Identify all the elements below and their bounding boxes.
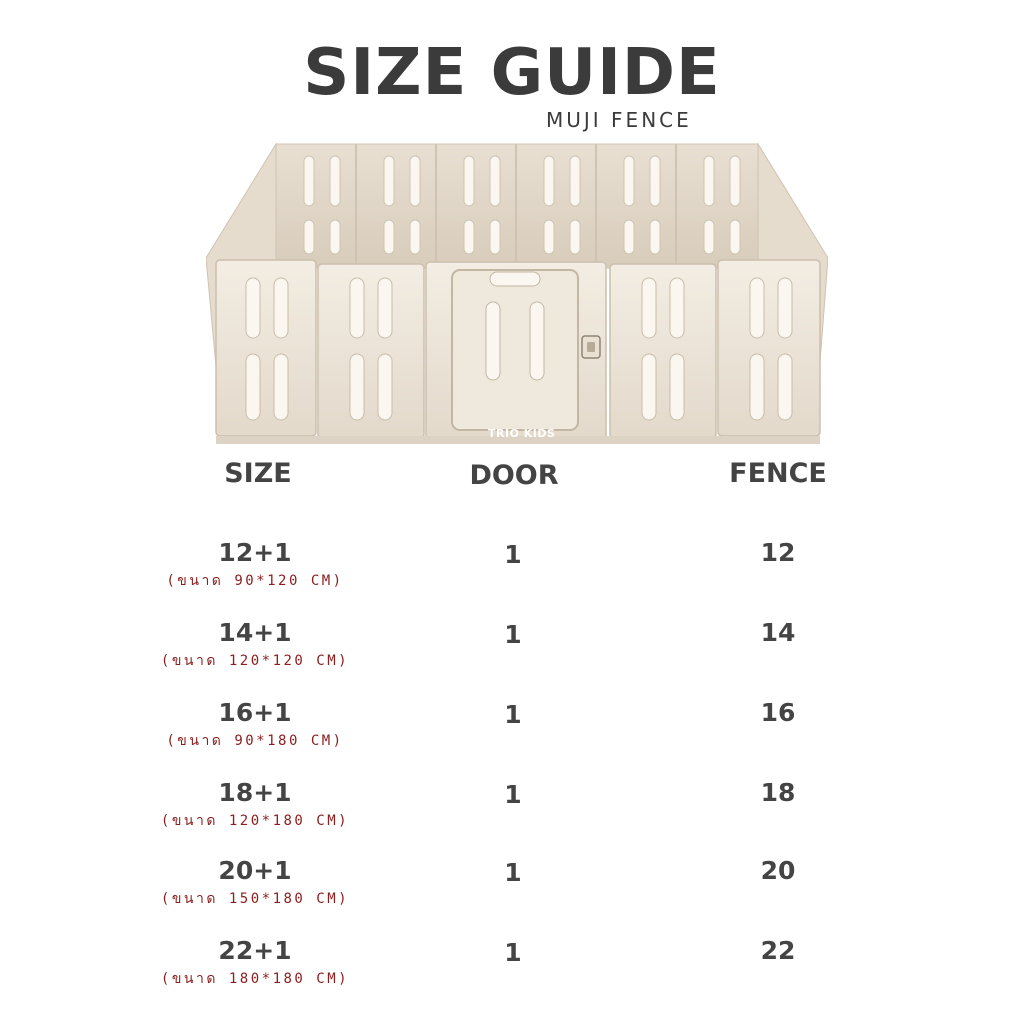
- size-value: 14+1: [218, 618, 292, 647]
- size-value: 12+1: [218, 538, 292, 567]
- table-row: [0, 538, 1024, 608]
- fence-count: 22: [760, 936, 796, 965]
- table-row: [0, 778, 1024, 848]
- size-dimension-note: (ขนาด 180*180 CM): [160, 971, 350, 987]
- table-row: [0, 698, 1024, 768]
- size-dimension-note: (ขนาด 120*180 CM): [160, 813, 350, 829]
- size-dimension-note: (ขนาด 150*180 CM): [160, 891, 350, 907]
- fence-count: 20: [760, 856, 796, 885]
- fence-count: 18: [760, 778, 796, 807]
- size-dimension-note: (ขนาด 90*180 CM): [166, 733, 344, 749]
- fence-count: 12: [760, 538, 796, 567]
- door-count: 1: [504, 700, 522, 729]
- size-dimension-note: (ขนาด 120*120 CM): [160, 653, 350, 669]
- column-header-fence: FENCE: [729, 458, 827, 489]
- brand-label: TRIO KIDS: [488, 427, 556, 440]
- table-row: [0, 936, 1024, 1006]
- fence-count: 14: [760, 618, 796, 647]
- playpen-fence-image: [206, 138, 828, 448]
- door-count: 1: [504, 780, 522, 809]
- door-count: 1: [504, 938, 522, 967]
- column-header-size: SIZE: [224, 458, 292, 489]
- table-row: [0, 856, 1024, 926]
- door-count: 1: [504, 540, 522, 569]
- size-value: 22+1: [218, 936, 292, 965]
- column-header-door: DOOR: [469, 460, 559, 491]
- size-dimension-note: (ขนาด 90*120 CM): [166, 573, 344, 589]
- table-row: [0, 618, 1024, 688]
- size-value: 16+1: [218, 698, 292, 727]
- fence-count: 16: [760, 698, 796, 727]
- door-count: 1: [504, 858, 522, 887]
- page-title: SIZE GUIDE: [303, 36, 721, 110]
- size-value: 18+1: [218, 778, 292, 807]
- door-count: 1: [504, 620, 522, 649]
- size-value: 20+1: [218, 856, 292, 885]
- page-subtitle: MUJI FENCE: [546, 108, 692, 132]
